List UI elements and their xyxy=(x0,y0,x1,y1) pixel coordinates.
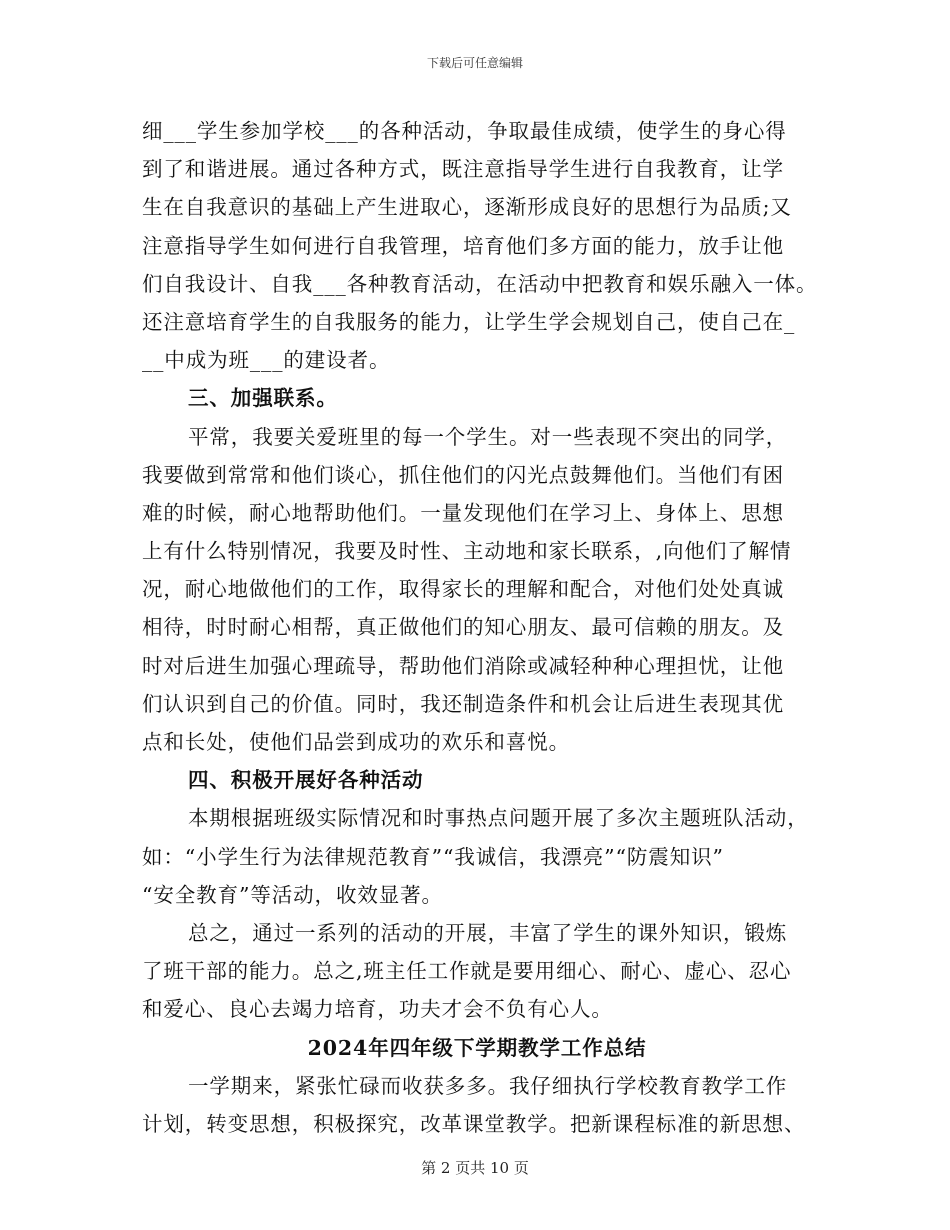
text-line: __中成为班___的建设者。 xyxy=(142,348,391,373)
page-footer: 第 2 页共 10 页 xyxy=(421,1159,529,1177)
text-line: 们认识到自己的价值。同时，我还制造条件和机会让后进生表现其优 xyxy=(142,691,784,716)
text-line: 一学期来，紧张忙碌而收获多多。我仔细执行学校教育教学工作 xyxy=(188,1073,788,1098)
text-line: 本期根据班级实际情况和时事热点问题开展了多次主题班队活动， xyxy=(188,806,809,831)
section-heading-3: 三、加强联系。 xyxy=(188,386,338,411)
text-line: 况，耐心地做他们的工作，取得家长的理解和配合，对他们处处真诚 xyxy=(142,577,784,602)
text-line: 还注意培育学生的自我服务的能力，让学生学会规划自己，使自己在_ xyxy=(142,309,796,334)
text-line: 和爱心、良心去竭力培育，功夫才会不负有心人。 xyxy=(142,997,613,1022)
document-title: 2024年四年级下学期教学工作总结 xyxy=(307,1035,647,1060)
text-line: 到了和谐进展。通过各种方式，既注意指导学生进行自我教育，让学 xyxy=(142,157,784,182)
text-line: 们自我设计、自我___各种教育活动，在活动中把教育和娱乐融入一体。 xyxy=(142,271,818,296)
section-heading-4: 四、积极开展好各种活动 xyxy=(188,768,424,793)
document-body xyxy=(142,112,818,1143)
text-line: 生在自我意识的基础上产生进取心，逐渐形成良好的思想行为品质;又 xyxy=(142,195,792,220)
text-line: 相待，时时耐心相帮，真正做他们的知心朋友、最可信赖的朋友。及 xyxy=(142,615,784,640)
page-header: 下载后可任意编辑 xyxy=(426,56,523,70)
text-line: 难的时候，耐心地帮助他们。一量发现他们在学习上、身体上、思想 xyxy=(142,500,784,525)
text-line: 细___学生参加学校___的各种活动，争取最佳成绩，使学生的身心得 xyxy=(142,119,787,143)
text-line: 注意指导学生如何进行自我管理，培育他们多方面的能力，放手让他 xyxy=(142,233,784,258)
text-line: “安全教育”等活动，收效显著。 xyxy=(142,882,443,907)
text-line: 时对后进生加强心理疏导，帮助他们消除或减轻种种心理担忧，让他 xyxy=(142,653,784,678)
text-line: 我要做到常常和他们谈心，抓住他们的闪光点鼓舞他们。当他们有困 xyxy=(142,462,784,487)
text-line: 平常，我要关爱班里的每一个学生。对一些表现不突出的同学， xyxy=(188,424,788,449)
text-line: 总之，通过一系列的活动的开展，丰富了学生的课外知识，锻炼 xyxy=(188,920,788,945)
text-line: 上有什么特别情况，我要及时性、主动地和家长联系，,向他们了解情 xyxy=(142,539,792,564)
text-line: 了班干部的能力。总之,班主任工作就是要用细心、耐心、虚心、忍心 xyxy=(142,959,792,984)
text-line: 点和长处，使他们品尝到成功的欢乐和喜悦。 xyxy=(142,730,570,754)
text-line: 计划，转变思想，积极探究，改革课堂教学。把新课程标准的新思想、 xyxy=(142,1111,806,1136)
text-line: 如：“小学生行为法律规范教育”“我诚信，我漂亮”“防震知识” xyxy=(142,844,724,869)
